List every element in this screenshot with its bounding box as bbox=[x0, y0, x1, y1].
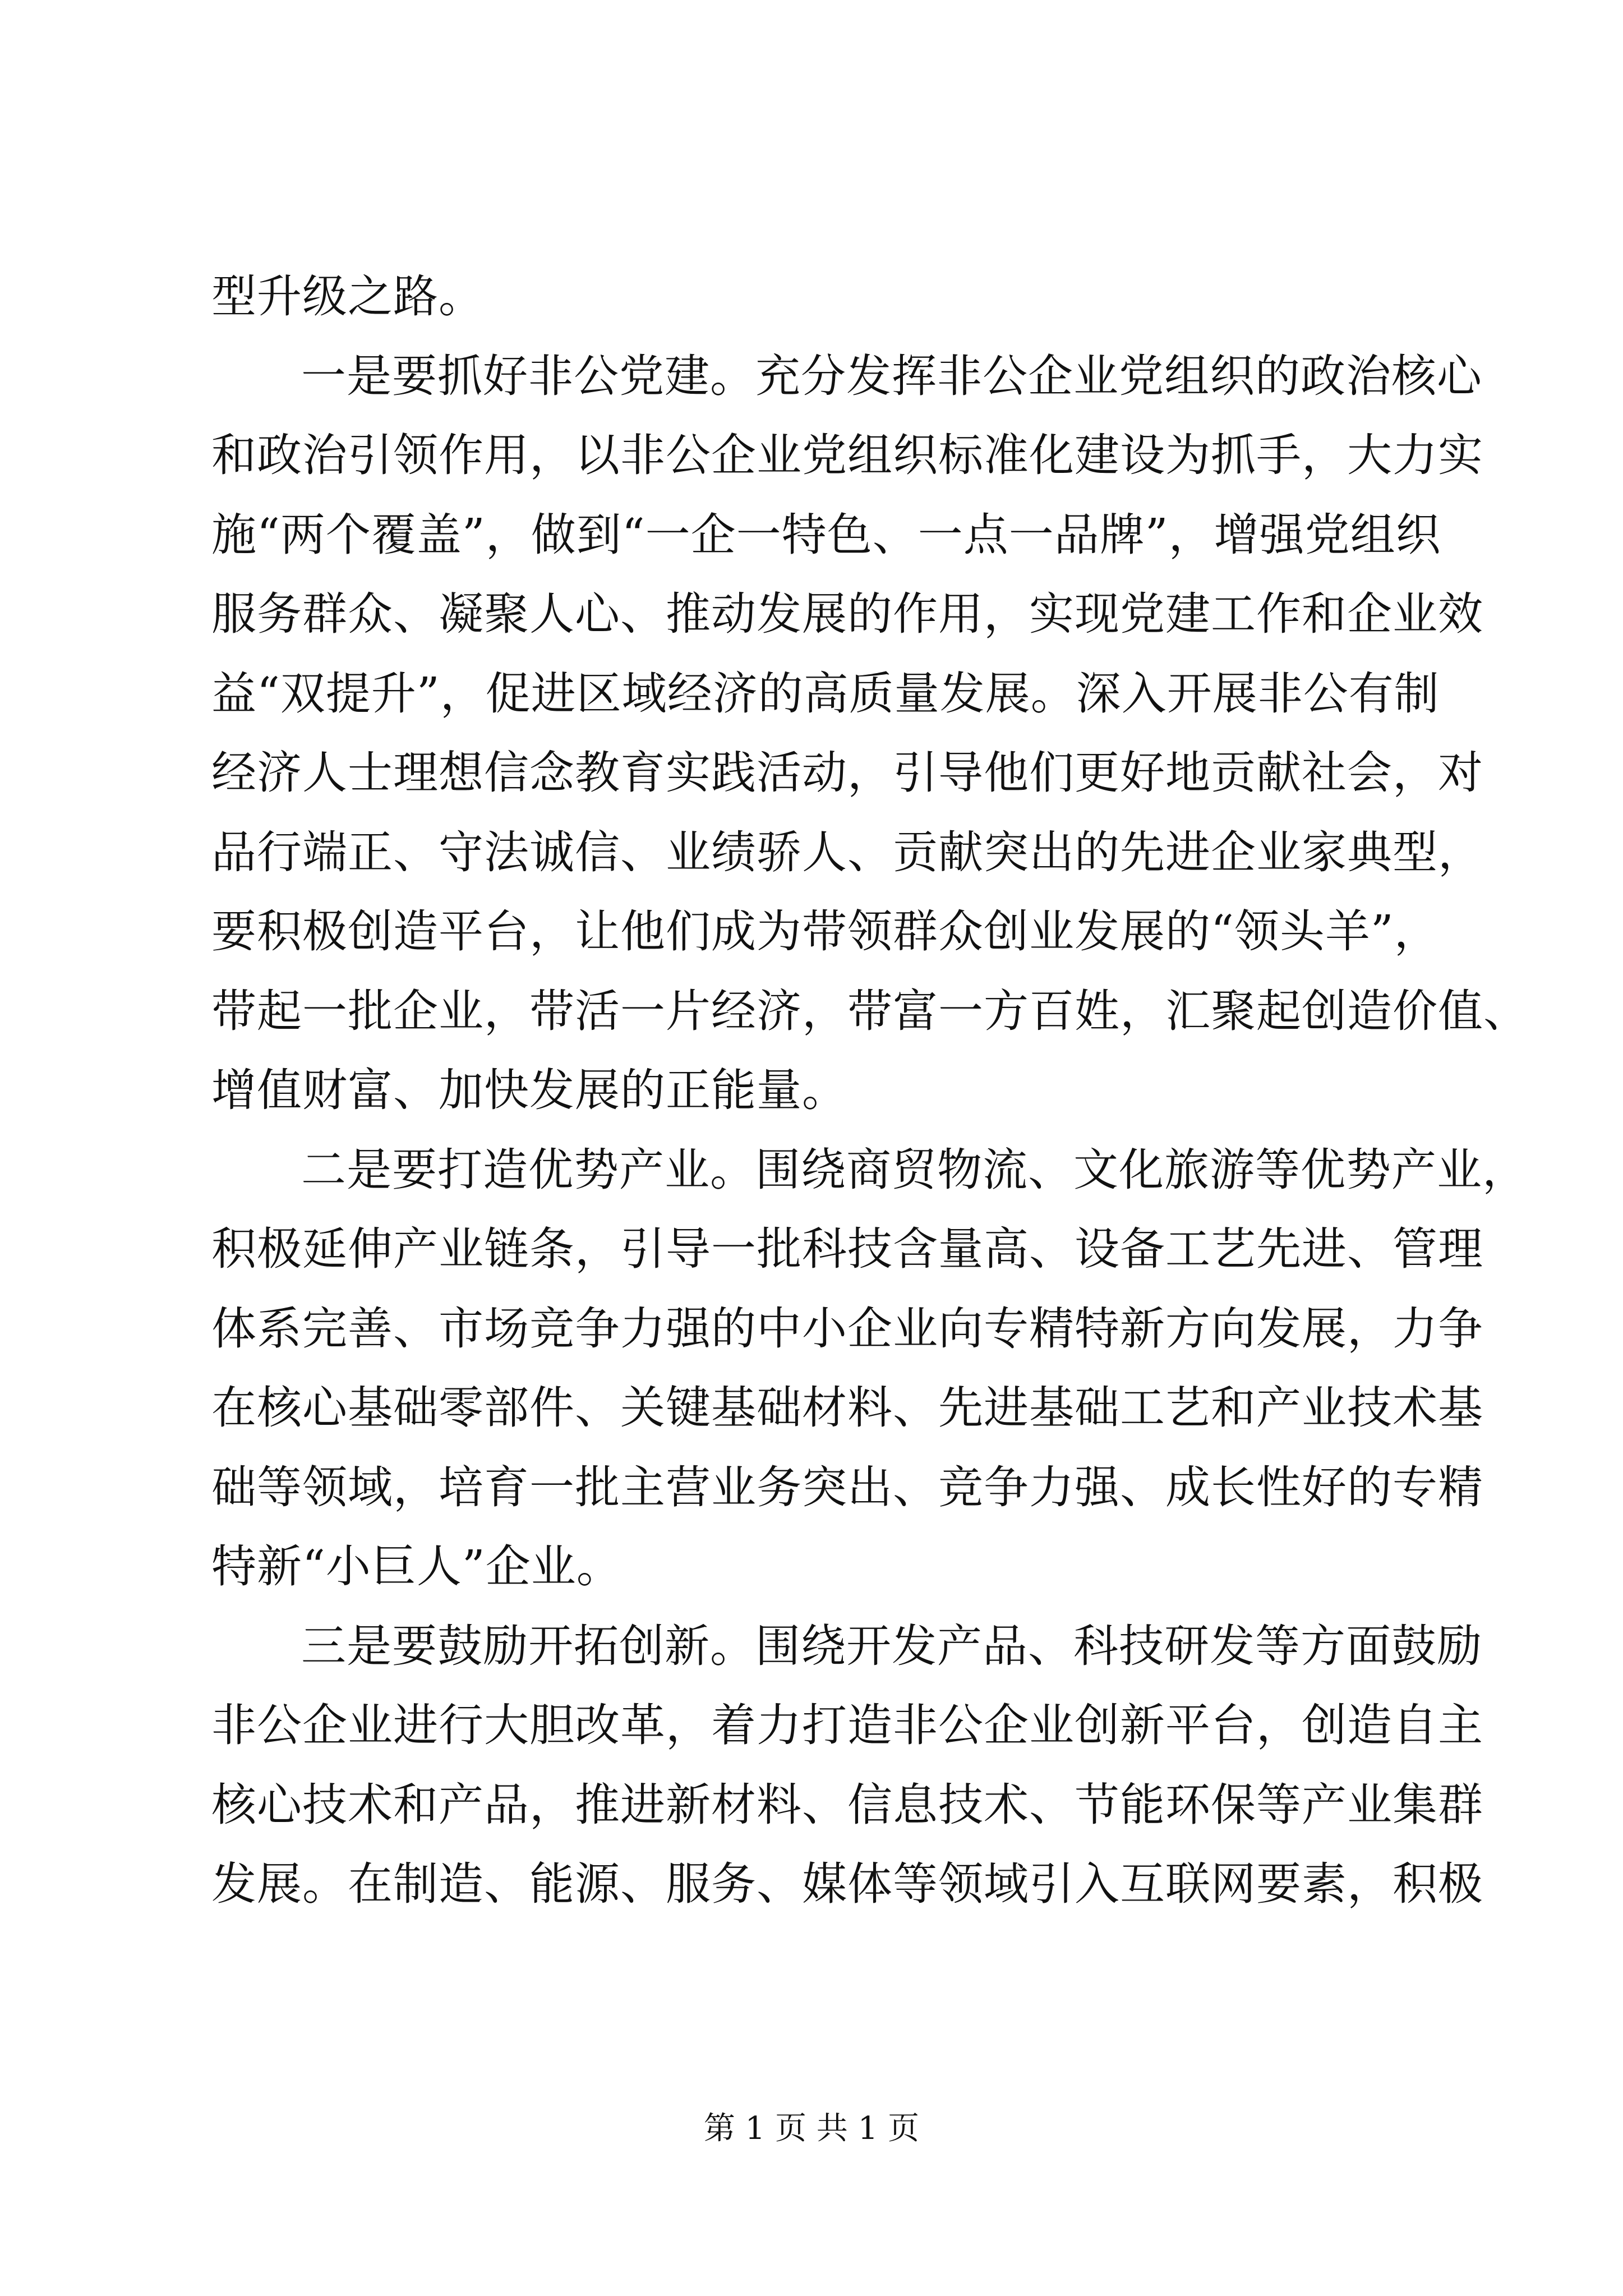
text-line: 增值财富、加快发展的正能量。 bbox=[211, 1064, 847, 1116]
text-line: 发展。在制造、能源、服务、媒体等领域引入互联网要素，积极 bbox=[211, 1858, 1483, 1910]
text-line: 施“两个覆盖”，做到“一企一特色、一点一品牌”，增强党组织 bbox=[211, 508, 1441, 561]
text-line: 服务群众、凝聚人心、推动发展的作用，实现党建工作和企业效 bbox=[211, 588, 1483, 640]
text-line: 在核心基础零部件、关键基础材料、先进基础工艺和产业技术基 bbox=[211, 1382, 1483, 1434]
text-line: 础等领域，培育一批主营业务突出、竞争力强、成长性好的专精 bbox=[211, 1461, 1483, 1513]
text-line: 非公企业进行大胆改革，着力打造非公企业创新平台，创造自主 bbox=[211, 1699, 1483, 1751]
text-line: 一是要抓好非公党建。充分发挥非公企业党组织的政治核心 bbox=[301, 349, 1482, 402]
text-line: 和政治引领作用，以非公企业党组织标准化建设为抓手，大力实 bbox=[211, 429, 1483, 481]
page-footer: 第 1 页 共 1 页 bbox=[703, 2110, 920, 2147]
text-line: 体系完善、市场竞争力强的中小企业向专精特新方向发展，力争 bbox=[211, 1302, 1483, 1355]
text-line: 积极延伸产业链条，引导一批科技含量高、设备工艺先进、管理 bbox=[211, 1223, 1483, 1275]
text-line: 要积极创造平台，让他们成为带领群众创业发展的“领头羊”， bbox=[211, 905, 1440, 958]
text-line: 品行端正、守法诚信、业绩骄人、贡献突出的先进企业家典型， bbox=[211, 826, 1483, 878]
text-line: 核心技术和产品，推进新材料、信息技术、节能环保等产业集群 bbox=[211, 1778, 1483, 1831]
text-line: 型升级之路。 bbox=[211, 270, 484, 323]
text-line: 特新“小巨人”企业。 bbox=[211, 1540, 622, 1593]
text-line: 二是要打造优势产业。围绕商贸物流、文化旅游等优势产业， bbox=[301, 1143, 1528, 1196]
text-line: 带起一批企业，带活一片经济，带富一方百姓，汇聚起创造价值、 bbox=[211, 984, 1529, 1037]
document-body bbox=[211, 257, 1529, 1924]
text-line: 经济人士理想信念教育实践活动，引导他们更好地贡献社会，对 bbox=[211, 747, 1483, 799]
text-line: 三是要鼓励开拓创新。围绕开发产品、科技研发等方面鼓励 bbox=[301, 1619, 1482, 1672]
text-line: 益“双提升”，促进区域经济的高质量发展。深入开展非公有制 bbox=[211, 667, 1440, 720]
